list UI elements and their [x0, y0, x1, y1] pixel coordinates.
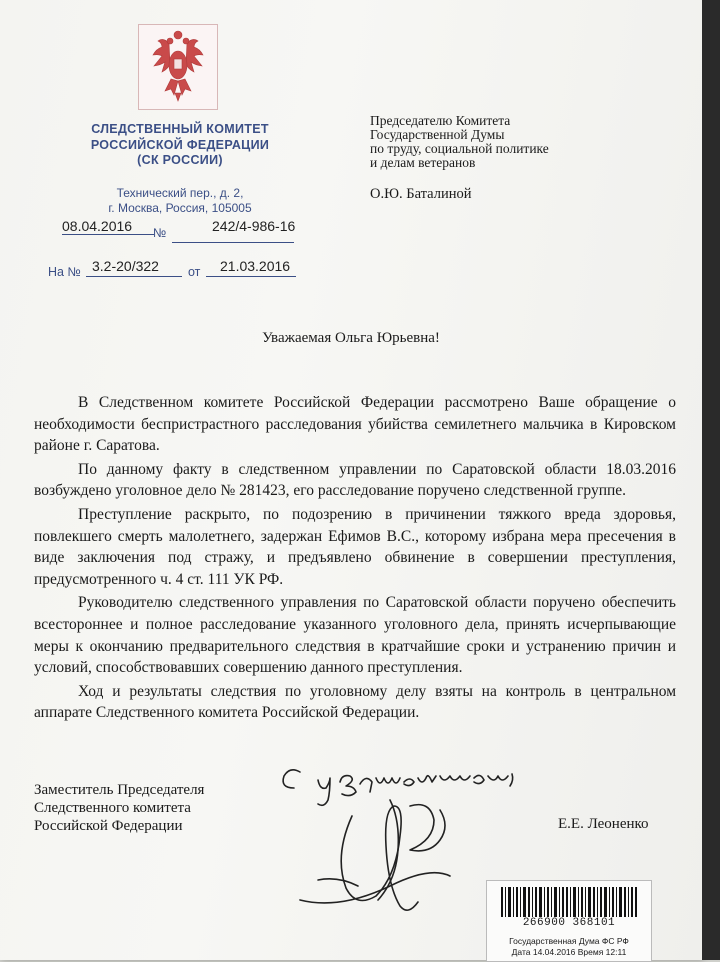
org-line-1: СЛЕДСТВЕННЫЙ КОМИТЕТ [91, 122, 269, 136]
body-paragraph-5: Ход и результаты следствия по уголовному делу взяты на контроль в центральном аппарате Следственного комитета Российской Федерации. [34, 682, 676, 722]
reference-label: На № [48, 265, 81, 279]
signatory-name: Е.Е. Леоненко [558, 816, 649, 832]
org-line-3: (СК РОССИИ) [137, 153, 223, 167]
address-line-1: Технический пер., д. 2, [116, 186, 244, 200]
reference-number: 3.2-20/322 [92, 258, 159, 274]
reference-date: 21.03.2016 [220, 258, 291, 274]
address-line-2: г. Москва, Россия, 105005 [108, 201, 252, 215]
signatory-title-line-2: Следственного комитета [34, 800, 191, 816]
addressee-line-3: по труду, социальной политике [370, 141, 549, 156]
addressee-line-1: Председателю Комитета [370, 113, 511, 128]
addressee-name: О.Ю. Баталиной [370, 186, 472, 202]
body-paragraph-3: Преступление раскрыто, по подозрению в причинении тяжкого вреда здоровья, повлекшего смерть малолетнего, задержан Ефимов В.С., которому избрана мера пресечения в виде заключения под стражу, и предъявлено обвинение в совершении преступления, предусмотренного ч. 4 ст. 111 УК РФ. [34, 505, 676, 588]
reference-from-label: от [188, 265, 201, 279]
body-paragraph-4: Руководителю следственного управления по Саратовской области поручено обеспечить всестороннее и полное расследование указанного уголовного дела, принять исчерпывающие меры к окончанию предварительного следствия в кратчайшие сроки и устранению причин и условий, способствовавших совершению данного преступления. [34, 594, 676, 677]
addressee-line-4: и делам ветеранов [370, 155, 476, 170]
greeting: Уважаемая Ольга Юрьевна! [262, 330, 440, 346]
body-paragraph-2: По данному факту в следственном управлении по Саратовской области 18.03.2016 возбуждено уголовное дело № 281423, его расследование поручено следственной группе. [34, 460, 676, 500]
body-paragraph-1: В Следственном комитете Российской Федерации рассмотрено Ваше обращение о необходимости беспристрастного расследования убийства семилетнего мальчика в Кировском районе г. Саратова. [34, 394, 676, 455]
addressee-line-2: Государственной Думы [370, 127, 505, 142]
signatory-title-line-3: Российской Федерации [34, 818, 183, 834]
signatory-title-line-1: Заместитель Председателя [34, 782, 205, 798]
barcode-number: 266900 368101 [499, 917, 639, 929]
outgoing-number: 242/4-986-16 [212, 218, 296, 234]
outgoing-number-label: № [153, 226, 167, 240]
background-edge [702, 0, 720, 960]
stamp-office: Государственная Дума ФС РФ [509, 936, 629, 946]
registration-stamp [486, 880, 652, 962]
outgoing-date: 08.04.2016 [62, 218, 133, 234]
stamp-datetime: Дата 14.04.2016 Время 12:11 [511, 947, 627, 957]
org-line-2: РОССИЙСКОЙ ФЕДЕРАЦИИ [90, 137, 270, 152]
